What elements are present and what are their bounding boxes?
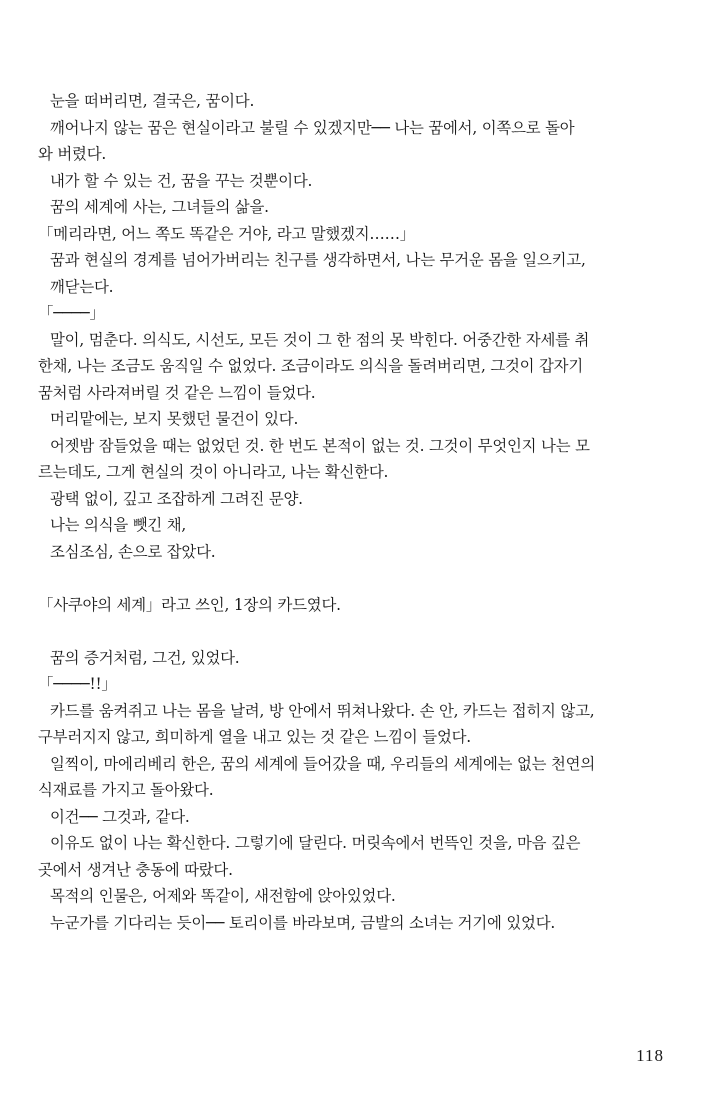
text-line: 「메리라면, 어느 쪽도 똑같은 거야, 라고 말했겠지……」 — [38, 224, 415, 243]
text-line: 와 버렸다. — [38, 145, 107, 163]
text-line: 한채, 나는 조금도 움직일 수 없었다. 조금이라도 의식을 돌려버리면, 그것이 갑자기 — [38, 357, 584, 375]
text-line: 나는 의식을 뺏긴 채, — [50, 516, 187, 534]
text-line: 내가 할 수 있는 건, 꿈을 꾸는 것뿐이다. — [50, 171, 313, 190]
text-line: 일찍이, 마에리베리 한은, 꿈의 세계에 들어갔을 때, 우리들의 세계에는 없는 천연의 — [50, 754, 596, 773]
text-line: 조심조심, 손으로 잡았다. — [50, 542, 216, 561]
text-line: 「────!!」 — [38, 675, 117, 693]
text-line: 꿈처럼 사라져버릴 것 같은 느낌이 들었다. — [38, 383, 316, 402]
text-line: 목적의 인물은, 어제와 똑같이, 새전함에 앉아있었다. — [50, 887, 396, 905]
text-line: 「사쿠야의 세계」라고 쓰인, 1장의 카드였다. — [38, 595, 341, 614]
text-line: 깨닫는다. — [50, 277, 114, 296]
text-line: 광택 없이, 깊고 조잡하게 그려진 문양. — [50, 489, 303, 508]
text-line: 누군가를 기다리는 듯이── 토리이를 바라보며, 금발의 소녀는 거기에 있었다. — [50, 913, 556, 932]
text-line: 눈을 떠버리면, 결국은, 꿈이다. — [50, 92, 255, 110]
text-line: 「────」 — [38, 304, 105, 322]
text-line — [38, 618, 678, 645]
text-line: 이유도 없이 나는 확신한다. 그렇기에 달린다. 머릿속에서 번뜩인 것을, 마음 깊은 — [50, 834, 581, 852]
text-line: 꿈의 증거처럼, 그건, 있었다. — [50, 648, 240, 667]
text-line: 꿈의 세계에 사는, 그녀들의 삶을. — [50, 198, 269, 216]
text-line: 카드를 움켜쥐고 나는 몸을 날려, 방 안에서 뛰쳐나왔다. 손 안, 카드는 접히지 않고, — [50, 701, 595, 720]
text-line: 어젯밤 잠들었을 때는 없었던 것. 한 번도 본적이 없는 것. 그것이 무엇인지 나는 모 — [50, 436, 590, 455]
text-line — [38, 565, 678, 592]
text-line: 구부러지지 않고, 희미하게 열을 내고 있는 것 같은 느낌이 들었다. — [38, 728, 471, 746]
text-line: 말이, 멈춘다. 의식도, 시선도, 모든 것이 그 한 점의 못 박힌다. 어중간한 자세를 취 — [50, 330, 590, 349]
text-line: 깨어나지 않는 꿈은 현실이라고 불릴 수 있겠지만── 나는 꿈에서, 이쪽으로 돌아 — [50, 118, 575, 137]
text-line: 꿈과 현실의 경계를 넘어가버리는 친구를 생각하면서, 나는 무거운 몸을 일으키고, — [50, 251, 586, 269]
text-line: 곳에서 생겨난 충동에 따랐다. — [38, 860, 233, 879]
page-number: 118 — [636, 1046, 664, 1065]
text-line: 이건── 그것과, 같다. — [50, 807, 190, 826]
text-line: 머리맡에는, 보지 못했던 물건이 있다. — [50, 410, 299, 428]
body-text — [38, 88, 678, 936]
text-line: 식재료를 가지고 돌아왔다. — [38, 781, 214, 799]
text-line: 르는데도, 그게 현실의 것이 아니라고, 나는 확신한다. — [38, 463, 389, 481]
